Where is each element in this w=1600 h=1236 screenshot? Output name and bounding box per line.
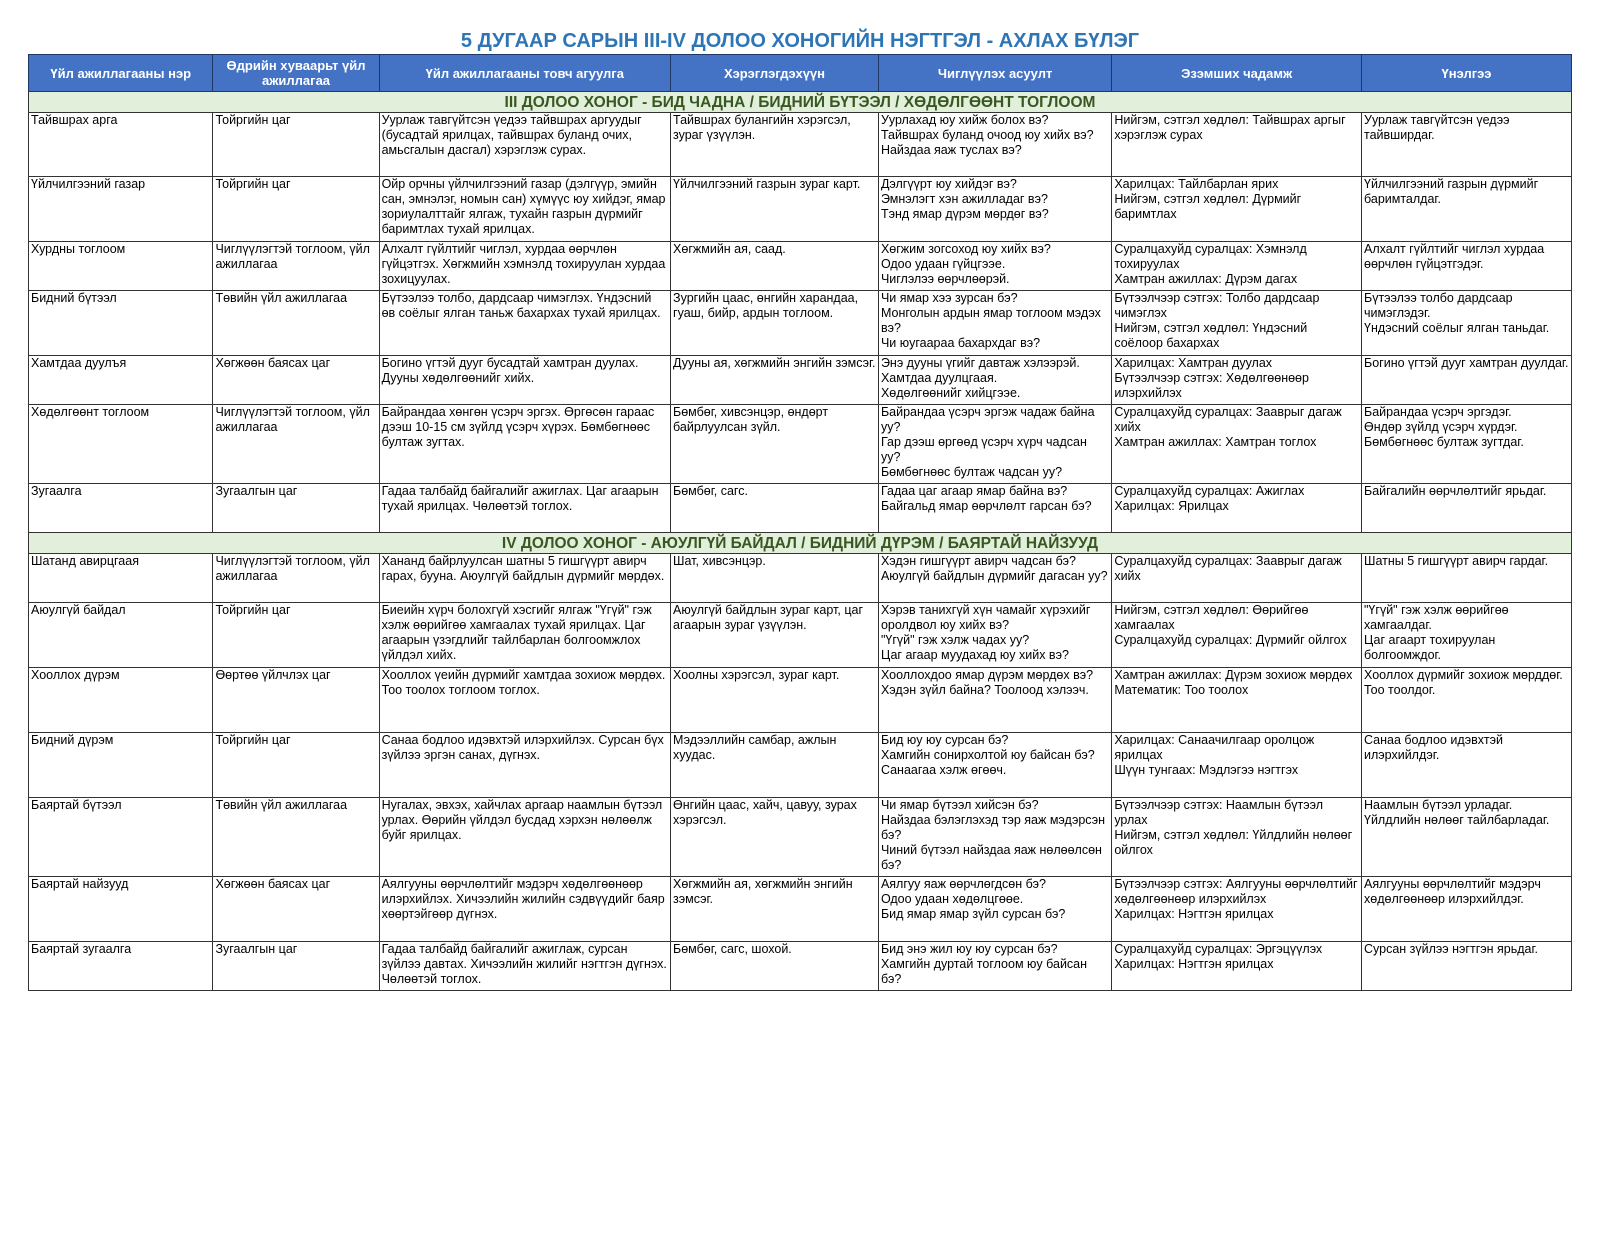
cell-line: Харилцах: Хамтран дуулах (1114, 356, 1273, 370)
assessment-cell (1362, 113, 1572, 177)
daily-schedule-cell (213, 554, 379, 603)
materials-cell (671, 291, 879, 356)
competencies-cell (1112, 877, 1362, 942)
cell-line: Байгальд ямар өөрчлөлт гарсан бэ? (880, 499, 1092, 513)
cell-line: Харилцах: Нэгтгэн ярилцах (1114, 907, 1274, 921)
guiding-questions-cell (878, 405, 1111, 484)
cell-line: Зургийн цаас, өнгийн харандаа, гуаш, бийр, ардын тоглоом. (673, 291, 859, 320)
cell-line: Аялгууны өөрчлөлтийг мэдэрч хөдөлгөөнөөр илэрхийлэх. Хичээлийн жилийн сэдвүүдийг баяр хөөртэйгөөр дүгнэх. (381, 877, 665, 921)
cell-line: Хөдөлгөөнт тоглоом (31, 405, 150, 419)
cell-line: Нугалах, эвхэх, хайчлах аргаар наамлын бүтээл урлах. Өөрийн үйлдэл бусдад хэрхэн нөлөөлж буйг ярилцах. (381, 798, 663, 842)
cell-line: Тойргийн цаг (215, 733, 291, 747)
competencies-cell (1112, 242, 1362, 291)
cell-line: Богино үгтэй дууг бусадтай хамтран дуулах. Дууны хөдөлгөөнийг хийх. (381, 356, 639, 385)
daily-schedule-cell (213, 733, 379, 798)
materials-cell (671, 877, 879, 942)
table-row (29, 113, 1572, 177)
assessment-cell (1362, 603, 1572, 668)
cell-line: Тойргийн цаг (215, 113, 291, 127)
summary-cell (379, 356, 670, 405)
cell-line: Алхалт гүйлтийг чиглэл, хурдаа өөрчлөн гүйцэтгэх. Хөгжмийн хэмнэлд тохируулан хурдаа зохицуулах. (381, 242, 666, 286)
cell-line: Шүүн тунгаах: Мэдлэгээ нэгтгэх (1114, 763, 1299, 777)
cell-line: Хооллох дүрмийг зохиож мөрддөг. (1364, 668, 1563, 682)
summary-cell (379, 484, 670, 533)
cell-line: Хөгжмийн ая, хөгжмийн энгийн зэмсэг. (673, 877, 853, 906)
cell-line: Суралцахуйд суралцах: Зааврыг дагаж хийх (1114, 554, 1342, 583)
summary-cell (379, 668, 670, 733)
summary-cell (379, 554, 670, 603)
materials-cell (671, 554, 879, 603)
assessment-cell (1362, 942, 1572, 991)
week-label: IV ДОЛОО ХОНОГ - АЮУЛГҮЙ БАЙДАЛ / БИДНИЙ ДҮРЭМ / БАЯРТАЙ НАЙЗУУД (29, 533, 1572, 554)
cell-line: Энэ дууны үгийг давтаж хэлээрэй. (880, 356, 1080, 370)
cell-line: Аюулгүй байдал (31, 603, 126, 617)
daily-schedule-cell (213, 242, 379, 291)
competencies-cell (1112, 177, 1362, 242)
cell-line: Нийгэм, сэтгэл хөдлөл: Өөрийгөө хамгаалах (1114, 603, 1309, 632)
cell-line: Дэлгүүрт юу хийдэг вэ? (880, 177, 1017, 191)
summary-cell (379, 405, 670, 484)
cell-line: Байрандаа үсэрч эргэдэг. (1364, 405, 1512, 419)
cell-line: Нийгэм, сэтгэл хөдлөл: Тайвшрах аргыг хэрэглэж сурах (1114, 113, 1346, 142)
daily-schedule-cell (213, 291, 379, 356)
competencies-cell (1112, 603, 1362, 668)
guiding-questions-cell (878, 798, 1111, 877)
daily-schedule-cell (213, 877, 379, 942)
cell-line: Бүтээлчээр сэтгэх: Наамлын бүтээл урлах (1114, 798, 1323, 827)
cell-line: Хэрэв танихгүй хүн чамайг хүрэхийг оролдвол юу хийх вэ? (880, 603, 1091, 632)
cell-line: Харилцах: Санаачилгаар оролцож ярилцах (1114, 733, 1315, 762)
cell-line: Найздаа бэлэглэхэд тэр яаж мэдэрсэн бэ? (880, 813, 1105, 842)
activity-name-cell (29, 177, 213, 242)
cell-line: Гадаа цаг агаар ямар байна вэ? (880, 484, 1068, 498)
activity-name-cell (29, 942, 213, 991)
cell-line: Чи ямар бүтээл хийсэн бэ? (880, 798, 1039, 812)
competencies-cell (1112, 484, 1362, 533)
cell-line: Санаагаа хэлж өгөөч. (880, 763, 1007, 777)
assessment-cell (1362, 554, 1572, 603)
weekly-plan-table (28, 54, 1572, 991)
assessment-cell (1362, 484, 1572, 533)
cell-line: Хөгжөөн баясах цаг (215, 356, 331, 370)
cell-line: Үйлдлийн нөлөөг тайлбарладаг. (1364, 813, 1550, 827)
summary-cell (379, 291, 670, 356)
guiding-questions-cell (878, 877, 1111, 942)
daily-schedule-cell (213, 484, 379, 533)
cell-line: Аюулгүй байдлын зураг карт, цаг агаарын зураг үзүүлэн. (673, 603, 863, 632)
cell-line: Зугаалгын цаг (215, 484, 298, 498)
week-header-row (29, 533, 1572, 554)
summary-cell (379, 113, 670, 177)
table-row (29, 554, 1572, 603)
daily-schedule-cell (213, 942, 379, 991)
cell-line: Чиглүүлэгтэй тоглоом, үйл ажиллагаа (215, 554, 370, 583)
daily-schedule-cell (213, 405, 379, 484)
cell-line: Хамгийн сонирхолтой юу байсан бэ? (880, 748, 1095, 762)
cell-line: Уурлаж тавгүйтсэн үедээ тайвширдаг. (1364, 113, 1510, 142)
table-row (29, 291, 1572, 356)
header-assessment: Үнэлгээ (1362, 55, 1572, 92)
daily-schedule-cell (213, 603, 379, 668)
activity-name-cell (29, 242, 213, 291)
cell-line: Бөмбөг, хивсэнцэр, өндөрт байрлуулсан зүйл. (673, 405, 829, 434)
cell-line: Гадаа талбайд байгалийг ажиглаж, сурсан зүйлээ давтах. Хичээлийн жилийг нэгтгэн дүгнэх. Чөлөөтэй тоглох. (381, 942, 667, 986)
cell-line: Тайвшрах булангийн хэрэгсэл, зураг үзүүлэн. (673, 113, 851, 142)
cell-line: Төвийн үйл ажиллагаа (215, 798, 348, 812)
cell-line: Цаг агаарт тохируулан болгоомждог. (1364, 633, 1496, 662)
cell-line: Санаа бодлоо идэвхтэй илэрхийлэх. Сурсан бүх зүйлээ эргэн санах, дүгнэх. (381, 733, 664, 762)
cell-line: Биеийн хүрч болохгүй хэсгийг ялгаж "Үгүй" гэж хэлж өөрийгөө хамгаалах тухай ярилцах. Цаг агаарын үзэгдлийг тайлбарлан болгоомжлох үйлдэл хийх. (381, 603, 652, 662)
cell-line: Аялгуу яаж өөрчлөгдсөн бэ? (880, 877, 1046, 891)
cell-line: Бид ямар ямар зүйл сурсан бэ? (880, 907, 1066, 921)
materials-cell (671, 484, 879, 533)
cell-line: Нийгэм, сэтгэл хөдлөл: Үндэсний соёлоор бахархах (1114, 321, 1308, 350)
assessment-cell (1362, 177, 1572, 242)
cell-line: Гадаа талбайд байгалийг ажиглах. Цаг агаарын тухай ярилцах. Чөлөөтэй тоглох. (381, 484, 659, 513)
cell-line: Хамтдаа дуулъя (31, 356, 127, 370)
competencies-cell (1112, 291, 1362, 356)
cell-line: Үндэсний соёлыг ялган таньдаг. (1364, 321, 1550, 335)
cell-line: Хамтран ажиллах: Дүрэм дагах (1114, 272, 1298, 286)
cell-line: Хурдны тоглоом (31, 242, 126, 256)
guiding-questions-cell (878, 668, 1111, 733)
guiding-questions-cell (878, 554, 1111, 603)
cell-line: Хамтран ажиллах: Хамтран тоглох (1114, 435, 1317, 449)
activity-name-cell (29, 405, 213, 484)
cell-line: Хооллох үеийн дүрмийг хамтдаа зохиож мөрдөх. Тоо тоолох тоглоом тоглох. (381, 668, 666, 697)
cell-line: Байрандаа үсэрч эргэж чадаж байна уу? (880, 405, 1095, 434)
guiding-questions-cell (878, 356, 1111, 405)
cell-line: Чи ямар хээ зурсан бэ? (880, 291, 1018, 305)
materials-cell (671, 942, 879, 991)
cell-line: Сурсан зүйлээ нэгтгэн ярьдаг. (1364, 942, 1539, 956)
cell-line: Одоо удаан гүйцгээе. (880, 257, 1006, 271)
cell-line: "Үгүй" гэж хэлж чадах уу? (880, 633, 1030, 647)
cell-line: Чиглүүлэгтэй тоглоом, үйл ажиллагаа (215, 242, 370, 271)
cell-line: Чиглэлээ өөрчлөөрэй. (880, 272, 1010, 286)
cell-line: Суралцахуйд суралцах: Дүрмийг ойлгох (1114, 633, 1347, 647)
guiding-questions-cell (878, 484, 1111, 533)
cell-line: Суралцахуйд суралцах: Эргэцүүлэх (1114, 942, 1323, 956)
cell-line: Суралцахуйд суралцах: Зааврыг дагаж хийх (1114, 405, 1342, 434)
activity-name-cell (29, 877, 213, 942)
cell-line: Тайвшрах арга (31, 113, 118, 127)
cell-line: Хананд байрлуулсан шатны 5 гишгүүрт авирч гарах, бууна. Аюулгүй байдлын дүрмийг мөрдөх. (381, 554, 665, 583)
summary-cell (379, 877, 670, 942)
cell-line: Богино үгтэй дууг хамтран дуулдаг. (1364, 356, 1569, 370)
daily-schedule-cell (213, 113, 379, 177)
table-row (29, 356, 1572, 405)
cell-line: Уурлахад юу хийж болох вэ? (880, 113, 1049, 127)
guiding-questions-cell (878, 177, 1111, 242)
cell-line: Чиний бүтээл найздаа яаж нөлөөлсөн бэ? (880, 843, 1102, 872)
cell-line: Үйлчилгээний газрын зураг карт. (673, 177, 861, 191)
cell-line: Тоо тоолдог. (1364, 683, 1436, 697)
competencies-cell (1112, 405, 1362, 484)
week-header-row (29, 92, 1572, 113)
activity-name-cell (29, 733, 213, 798)
assessment-cell (1362, 405, 1572, 484)
competencies-cell (1112, 356, 1362, 405)
week-label: III ДОЛОО ХОНОГ - БИД ЧАДНА / БИДНИЙ БҮТЭЭЛ / ХӨДӨЛГӨӨНТ ТОГЛООМ (29, 92, 1572, 113)
cell-line: Чиглүүлэгтэй тоглоом, үйл ажиллагаа (215, 405, 370, 434)
activity-name-cell (29, 356, 213, 405)
assessment-cell (1362, 668, 1572, 733)
cell-line: Бүтээлчээр сэтгэх: Хөдөлгөөнөөр илэрхийлэх (1114, 371, 1309, 400)
cell-line: Хамтран ажиллах: Дүрэм зохиож мөрдөх (1114, 668, 1353, 682)
materials-cell (671, 405, 879, 484)
cell-line: Тойргийн цаг (215, 177, 291, 191)
cell-line: Хөдөлгөөнийг хийцгээе. (880, 386, 1021, 400)
cell-line: Баяртай бүтээл (31, 798, 122, 812)
cell-line: Нийгэм, сэтгэл хөдлөл: Дүрмийг баримтлах (1114, 192, 1302, 221)
table-row (29, 877, 1572, 942)
competencies-cell (1112, 668, 1362, 733)
cell-line: Үйлчилгээний газрын дүрмийг баримталдаг. (1364, 177, 1539, 206)
cell-line: Найздаа яаж туслах вэ? (880, 143, 1022, 157)
cell-line: Байрандаа хөнгөн үсэрч эргэх. Өргөсөн гараас дээш 10-15 см зүйлд үсэрч хүрэх. Бөмбөгнөөс бултаж зугтах. (381, 405, 655, 449)
cell-line: Баяртай найзууд (31, 877, 129, 891)
materials-cell (671, 177, 879, 242)
activity-name-cell (29, 798, 213, 877)
table-row (29, 942, 1572, 991)
cell-line: Өнгийн цаас, хайч, цавуу, зурах хэрэгсэл. (673, 798, 857, 827)
materials-cell (671, 798, 879, 877)
cell-line: Наамлын бүтээл урладаг. (1364, 798, 1513, 812)
competencies-cell (1112, 113, 1362, 177)
summary-cell (379, 733, 670, 798)
guiding-questions-cell (878, 113, 1111, 177)
cell-line: Тайвшрах буланд очоод юу хийх вэ? (880, 128, 1094, 142)
cell-line: Харилцах: Ярилцах (1114, 499, 1229, 513)
cell-line: Хооллох дүрэм (31, 668, 120, 682)
cell-line: "Үгүй" гэж хэлж өөрийгөө хамгаалдаг. (1364, 603, 1509, 632)
materials-cell (671, 113, 879, 177)
cell-line: Хэдэн зүйл байна? Тоолоод хэлээч. (880, 683, 1089, 697)
competencies-cell (1112, 733, 1362, 798)
cell-line: Аюулгүй байдлын дүрмийг дагасан уу? (880, 569, 1108, 583)
activity-name-cell (29, 603, 213, 668)
assessment-cell (1362, 291, 1572, 356)
cell-line: Санаа бодлоо идэвхтэй илэрхийлдэг. (1364, 733, 1503, 762)
cell-line: Бөмбөг, сагс. (673, 484, 748, 498)
cell-line: Бидний бүтээл (31, 291, 117, 305)
cell-line: Өндөр зүйлд үсэрч хүрдэг. (1364, 420, 1518, 434)
summary-cell (379, 177, 670, 242)
materials-cell (671, 733, 879, 798)
cell-line: Байгалийн өөрчлөлтийг ярьдаг. (1364, 484, 1547, 498)
cell-line: Уурлаж тавгүйтсэн үедээ тайвшрах аргуудыг (бусадтай ярилцах, тайвшрах буланд очих, амьсгалын дасгал) хэрэглэж сурах. (381, 113, 642, 157)
activity-name-cell (29, 291, 213, 356)
cell-line: Эмнэлэгт хэн ажилладаг вэ? (880, 192, 1048, 206)
cell-line: Хооллохдоо ямар дүрэм мөрдөх вэ? (880, 668, 1094, 682)
table-row (29, 177, 1572, 242)
header-materials: Хэрэглэгдэхүүн (671, 55, 879, 92)
cell-line: Одоо удаан хөдөлцгөөе. (880, 892, 1024, 906)
header-guiding-questions: Чиглүүлэх асуулт (878, 55, 1111, 92)
guiding-questions-cell (878, 242, 1111, 291)
activity-name-cell (29, 554, 213, 603)
cell-line: Бөмбөг, сагс, шохой. (673, 942, 792, 956)
guiding-questions-cell (878, 291, 1111, 356)
cell-line: Хоолны хэрэгсэл, зураг карт. (673, 668, 840, 682)
cell-line: Математик: Тоо тоолох (1114, 683, 1249, 697)
cell-line: Харилцах: Нэгтгэн ярилцах (1114, 957, 1274, 971)
cell-line: Үйлчилгээний газар (31, 177, 146, 191)
cell-line: Шатанд авирцгаая (31, 554, 139, 568)
summary-cell (379, 242, 670, 291)
cell-line: Бүтээлээ толбо, дардсаар чимэглэх. Үндэсний өв соёлыг ялган таньж бахархах тухай ярилцах. (381, 291, 661, 320)
cell-line: Гар дээш өргөөд үсэрч хүрч чадсан уу? (880, 435, 1087, 464)
table-row (29, 603, 1572, 668)
table-row (29, 733, 1572, 798)
cell-line: Аялгууны өөрчлөлтийг мэдэрч хөдөлгөөнөөр илэрхийлдэг. (1364, 877, 1541, 906)
assessment-cell (1362, 798, 1572, 877)
header-daily-schedule: Өдрийн хуваарьт үйл ажиллагаа (213, 55, 379, 92)
table-row (29, 798, 1572, 877)
cell-line: Алхалт гүйлтийг чиглэл хурдаа өөрчлөн гүйцэтгэдэг. (1364, 242, 1545, 271)
summary-cell (379, 798, 670, 877)
cell-line: Бөмбөгнөөс бултаж чадсан уу? (880, 465, 1063, 479)
cell-line: Мэдээллийн самбар, ажлын хуудас. (673, 733, 837, 762)
assessment-cell (1362, 877, 1572, 942)
header-row (29, 55, 1572, 92)
daily-schedule-cell (213, 177, 379, 242)
cell-line: Шат, хивсэнцэр. (673, 554, 766, 568)
cell-line: Хөгжөөн баясах цаг (215, 877, 331, 891)
cell-line: Бүтээлчээр сэтгэх: Толбо дардсаар чимэглэх (1114, 291, 1320, 320)
table-row (29, 668, 1572, 733)
cell-line: Хөгжмийн ая, саад. (673, 242, 786, 256)
cell-line: Тэнд ямар дүрэм мөрдөг вэ? (880, 207, 1049, 221)
competencies-cell (1112, 942, 1362, 991)
cell-line: Харилцах: Тайлбарлан ярих (1114, 177, 1279, 191)
table-row (29, 484, 1572, 533)
header-competencies: Эзэмших чадамж (1112, 55, 1362, 92)
cell-line: Цаг агаар муудахад юу хийх вэ? (880, 648, 1069, 662)
cell-line: Бид энэ жил юу юу сурсан бэ? (880, 942, 1058, 956)
cell-line: Бөмбөгнөөс бултаж зугтдаг. (1364, 435, 1524, 449)
cell-line: Бидний дүрэм (31, 733, 114, 747)
cell-line: Хамгийн дуртай тоглоом юу байсан бэ? (880, 957, 1088, 986)
competencies-cell (1112, 554, 1362, 603)
activity-name-cell (29, 668, 213, 733)
materials-cell (671, 668, 879, 733)
cell-line: Ойр орчны үйлчилгээний газар (дэлгүүр, эмийн сан, эмнэлэг, номын сан) хүмүүс юу хийдэг, ямар зориулалттайг ялгаж, тухайн газрын дүрмийг баримтлах тухай ярилцах. (381, 177, 666, 236)
cell-line: Баяртай зугаалга (31, 942, 132, 956)
daily-schedule-cell (213, 356, 379, 405)
summary-cell (379, 603, 670, 668)
assessment-cell (1362, 356, 1572, 405)
cell-line: Бүтээлчээр сэтгэх: Аялгууны өөрчлөлтийг хөдөлгөөнөөр илэрхийлэх (1114, 877, 1358, 906)
cell-line: Тойргийн цаг (215, 603, 291, 617)
cell-line: Суралцахуйд суралцах: Ажиглах (1114, 484, 1305, 498)
cell-line: Шатны 5 гишгүүрт авирч гардаг. (1364, 554, 1549, 568)
cell-line: Хэдэн гишгүүрт авирч чадсан бэ? (880, 554, 1076, 568)
activity-name-cell (29, 484, 213, 533)
cell-line: Хамтдаа дуулцгаая. (880, 371, 998, 385)
cell-line: Хөгжим зогсоход юу хийх вэ? (880, 242, 1051, 256)
cell-line: Монголын ардын ямар тоглоом мэдэх вэ? (880, 306, 1101, 335)
materials-cell (671, 603, 879, 668)
cell-line: Өөртөө үйлчлэх цаг (215, 668, 331, 682)
cell-line: Зугаалга (31, 484, 82, 498)
cell-line: Суралцахуйд суралцах: Хэмнэлд тохируулах (1114, 242, 1307, 271)
cell-line: Дууны ая, хөгжмийн энгийн зэмсэг. (673, 356, 876, 370)
table-row (29, 242, 1572, 291)
materials-cell (671, 356, 879, 405)
summary-cell (379, 942, 670, 991)
materials-cell (671, 242, 879, 291)
activity-name-cell (29, 113, 213, 177)
cell-line: Чи юугаараа бахархдаг вэ? (880, 336, 1041, 350)
guiding-questions-cell (878, 733, 1111, 798)
cell-line: Нийгэм, сэтгэл хөдлөл: Үйлдлийн нөлөөг ойлгох (1114, 828, 1353, 857)
assessment-cell (1362, 242, 1572, 291)
cell-line: Бид юу юу сурсан бэ? (880, 733, 1009, 747)
daily-schedule-cell (213, 798, 379, 877)
cell-line: Зугаалгын цаг (215, 942, 298, 956)
guiding-questions-cell (878, 603, 1111, 668)
table-row (29, 405, 1572, 484)
competencies-cell (1112, 798, 1362, 877)
assessment-cell (1362, 733, 1572, 798)
page-title: 5 ДУГААР САРЫН III-IV ДОЛОО ХОНОГИЙН НЭГТГЭЛ - АХЛАХ БҮЛЭГ (460, 30, 1140, 52)
cell-line: Бүтээлээ толбо дардсаар чимэглэдэг. (1364, 291, 1513, 320)
guiding-questions-cell (878, 942, 1111, 991)
header-activity-name: Үйл ажиллагааны нэр (29, 55, 213, 92)
daily-schedule-cell (213, 668, 379, 733)
header-summary: Үйл ажиллагааны товч агуулга (379, 55, 670, 92)
cell-line: Төвийн үйл ажиллагаа (215, 291, 348, 305)
